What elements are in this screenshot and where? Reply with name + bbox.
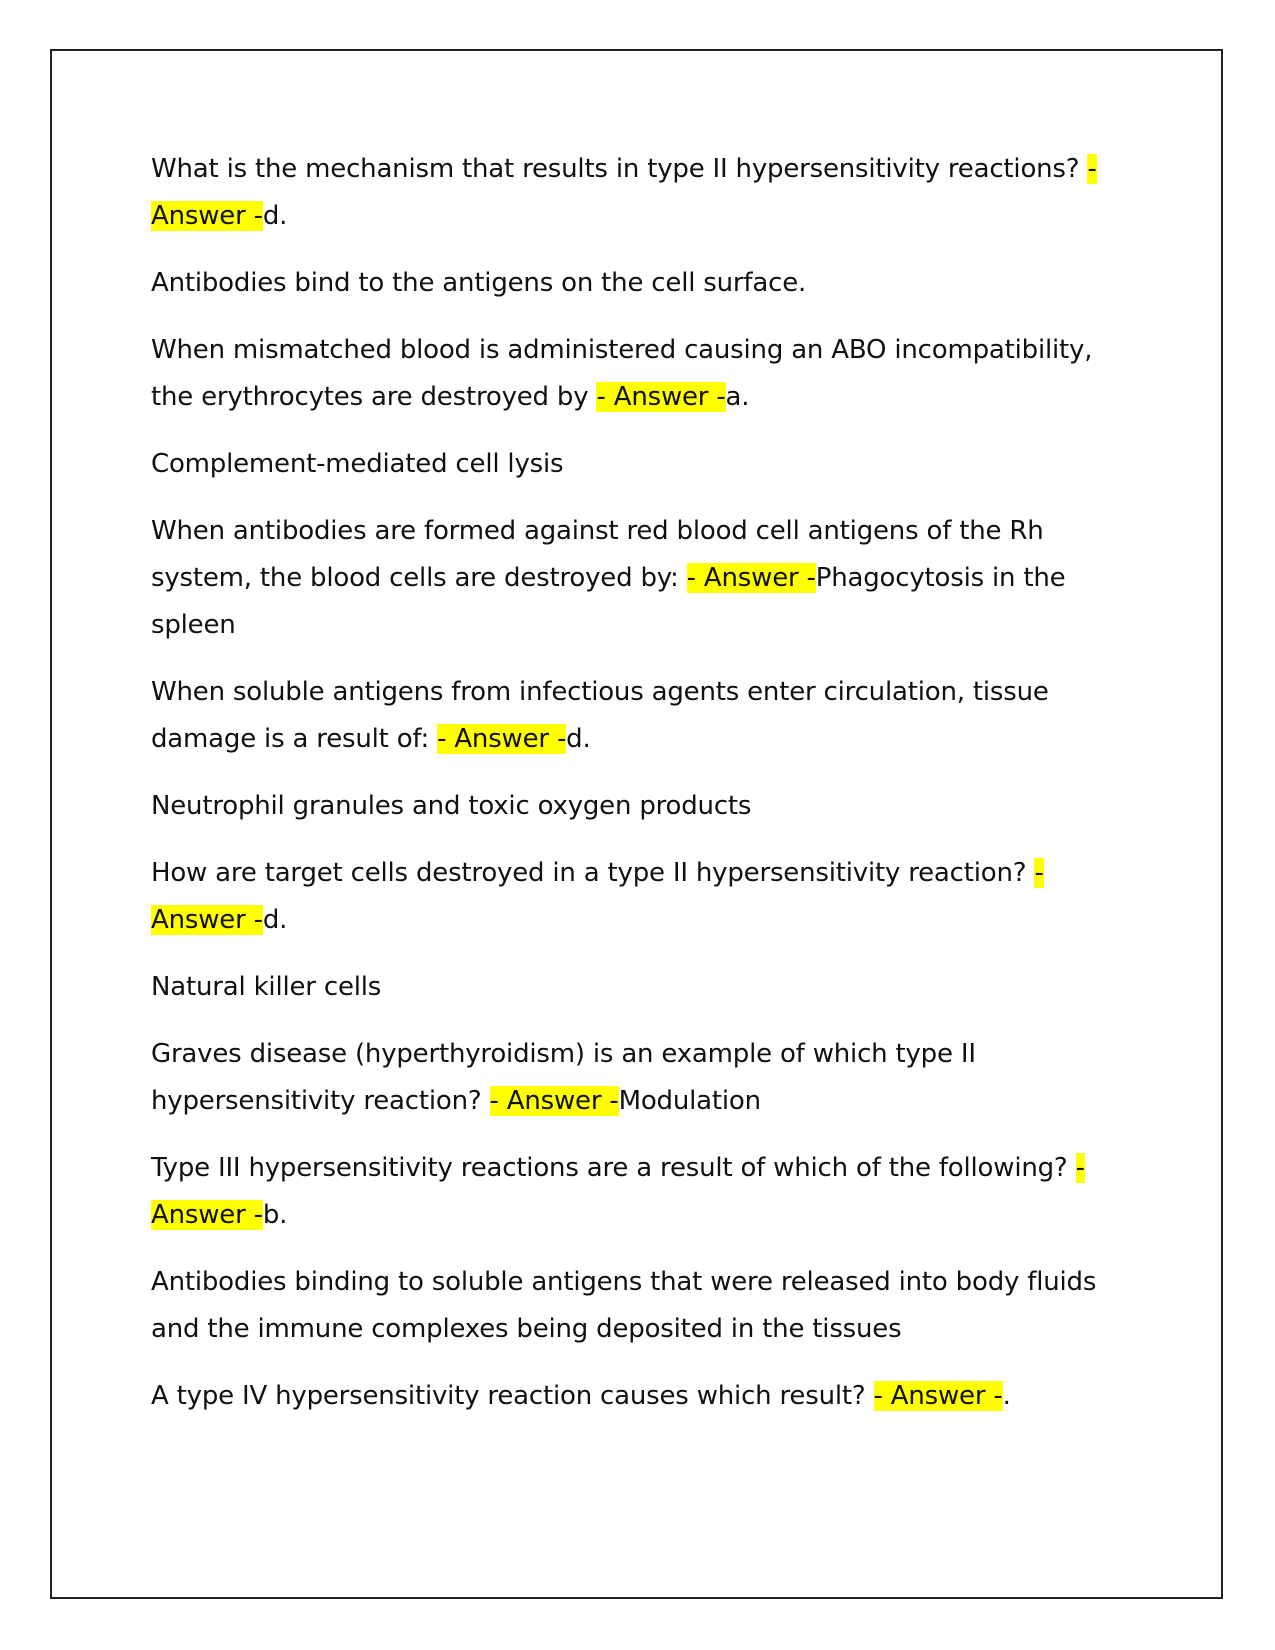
question-text: What is the mechanism that results in type II hypersensitivity reactions? [151, 154, 1088, 184]
question-1 [151, 146, 1141, 240]
answer-text: d. [566, 724, 591, 754]
answer-text: Phagocytosis in the spleen [151, 563, 1066, 640]
question-6 [151, 1031, 1141, 1125]
answer-text: d. [262, 201, 288, 231]
question-7 [151, 1145, 1141, 1239]
answer-marker: - Answer - [686, 563, 816, 593]
answer-marker: - Answer - [151, 154, 1097, 231]
answer-marker: - Answer - [596, 382, 726, 412]
answer-marker: - Answer - [489, 1086, 619, 1116]
question-5 [151, 850, 1141, 944]
answer-marker: - Answer - [437, 724, 567, 754]
question-text: When mismatched blood is administered causing an ABO incompatibility, the erythrocytes are destroyed by [151, 335, 1093, 412]
answer-text: Modulation [618, 1086, 761, 1116]
answer-detail-7: Antibodies binding to soluble antigens that were released into body fluids and the immune complexes being deposited in the tissues [151, 1267, 1097, 1344]
question-text: Type III hypersensitivity reactions are a result of which of the following? [151, 1153, 1076, 1183]
answer-detail-4: Neutrophil granules and toxic oxygen products [151, 791, 752, 821]
answer-detail-1: Antibodies bind to the antigens on the cell surface. [151, 268, 807, 298]
question-text: How are target cells destroyed in a type II hypersensitivity reaction? [151, 858, 1035, 888]
question-text: When antibodies are formed against red blood cell antigens of the Rh system, the blood cells are destroyed by: [151, 516, 1044, 593]
question-text: Graves disease (hyperthyroidism) is an example of which type II hypersensitivity reaction? [151, 1039, 976, 1116]
answer-marker: - Answer - [151, 858, 1044, 935]
answer-marker: - Answer - [151, 1153, 1085, 1230]
answer-text: a. [725, 382, 750, 412]
question-8 [151, 1373, 1141, 1420]
document-body [151, 146, 1141, 1440]
answer-detail-2: Complement-mediated cell lysis [151, 449, 564, 479]
question-text: When soluble antigens from infectious agents enter circulation, tissue damage is a result of: [151, 677, 1049, 754]
answer-text: d. [262, 905, 288, 935]
question-text: A type IV hypersensitivity reaction causes which result? [151, 1381, 874, 1411]
answer-text: . [1002, 1381, 1011, 1411]
question-2 [151, 327, 1141, 421]
answer-text: b. [262, 1200, 288, 1230]
answer-detail-5: Natural killer cells [151, 972, 382, 1002]
question-3 [151, 508, 1141, 649]
question-4 [151, 669, 1141, 763]
answer-marker: - Answer - [873, 1381, 1003, 1411]
